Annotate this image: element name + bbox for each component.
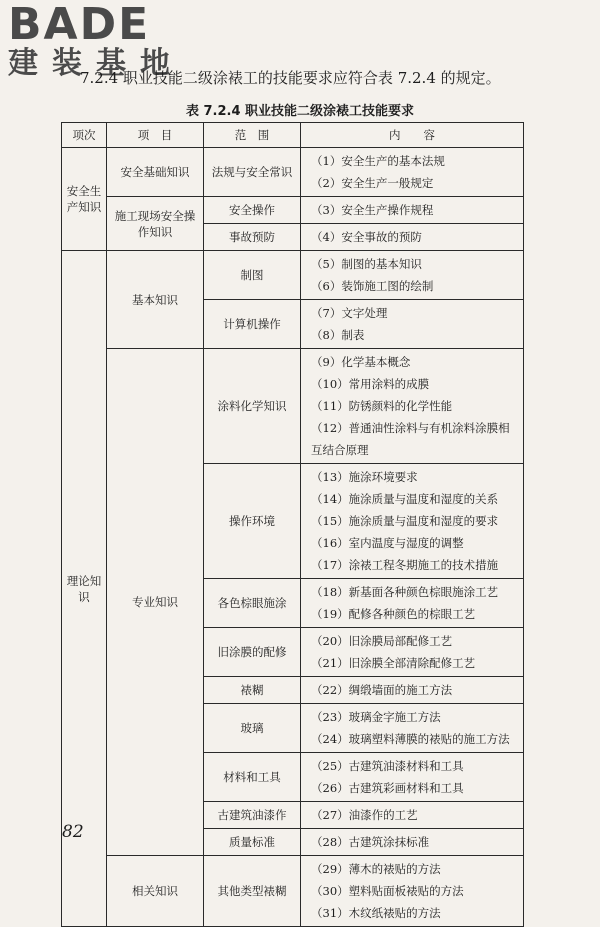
table-row [62, 856, 524, 927]
content-line: （24）玻璃塑料薄膜的裱贴的施工方法 [311, 732, 510, 746]
content-line: （27）油漆作的工艺 [311, 808, 418, 822]
scope-cell: 制图 [204, 251, 301, 300]
scope-cell: 质量标准 [204, 829, 301, 856]
content-line: （19）配修各种颜色的棕眼工艺 [311, 607, 476, 621]
content-cell [301, 753, 524, 802]
watermark-title: BADE [8, 0, 151, 50]
content-line: （9）化学基本概念 [311, 355, 411, 369]
content-line: （3）安全生产操作规程 [311, 203, 434, 217]
table-row [62, 349, 524, 464]
content-line: （7）文字处理 [311, 306, 388, 320]
content-line: （13）施涂环境要求 [311, 470, 418, 484]
content-line: （2）安全生产一般规定 [311, 176, 434, 190]
table-caption: 表 7.2.4 职业技能二级涂裱工技能要求 [185, 104, 415, 119]
content-cell [301, 802, 524, 829]
content-line: （25）古建筑油漆材料和工具 [311, 759, 464, 773]
scope-cell: 涂料化学知识 [204, 349, 301, 464]
content-cell [301, 579, 524, 628]
content-line: （30）塑料贴面板裱贴的方法 [311, 884, 464, 898]
content-line: （17）涂裱工程冬期施工的技术措施 [311, 558, 499, 572]
content-line: （6）装饰施工图的绘制 [311, 279, 434, 293]
item-cell: 相关知识 [107, 856, 204, 927]
content-line: （8）制表 [311, 328, 365, 342]
scope-cell: 事故预防 [204, 224, 301, 251]
scope-cell: 法规与安全常识 [204, 148, 301, 197]
table-row [62, 148, 524, 197]
item-cell: 施工现场安全操作知识 [107, 197, 204, 251]
scope-cell: 玻璃 [204, 704, 301, 753]
content-cell [301, 197, 524, 224]
content-cell [301, 628, 524, 677]
content-cell [301, 464, 524, 579]
area-cell-theory: 理论知识 [62, 251, 107, 927]
header-area: 项次 [62, 123, 107, 148]
content-line: （22）绸缎墙面的施工方法 [311, 683, 453, 697]
content-cell [301, 704, 524, 753]
header-row [62, 123, 524, 148]
content-line: （28）古建筑涂抹标准 [311, 835, 430, 849]
header-item: 项 目 [107, 123, 204, 148]
item-cell: 基本知识 [107, 251, 204, 349]
scope-cell: 其他类型裱糊 [204, 856, 301, 927]
content-cell [301, 829, 524, 856]
scope-cell: 古建筑油漆作 [204, 802, 301, 829]
content-line: （26）古建筑彩画材料和工具 [311, 781, 464, 795]
content-line: （23）玻璃金字施工方法 [311, 710, 441, 724]
page-number: 82 [62, 822, 84, 842]
scope-cell: 各色棕眼施涂 [204, 579, 301, 628]
watermark-subtitle: 建装基地 [8, 46, 184, 81]
content-line: （4）安全事故的预防 [311, 230, 422, 244]
content-line: （31）木纹纸裱贴的方法 [311, 906, 441, 920]
table-row [62, 251, 524, 300]
scope-cell: 裱糊 [204, 677, 301, 704]
scope-cell: 旧涂膜的配修 [204, 628, 301, 677]
scope-cell: 安全操作 [204, 197, 301, 224]
content-cell [301, 148, 524, 197]
content-line: （10）常用涂料的成膜 [311, 377, 430, 391]
content-cell [301, 856, 524, 927]
content-line: （20）旧涂膜局部配修工艺 [311, 634, 453, 648]
scope-cell: 计算机操作 [204, 300, 301, 349]
header-scope: 范 围 [204, 123, 301, 148]
content-cell [301, 349, 524, 464]
item-cell: 安全基础知识 [107, 148, 204, 197]
header-content: 内 容 [301, 123, 524, 148]
area-cell-safety: 安全生产知识 [62, 148, 107, 251]
intro-text: 7.2.4 职业技能二级涂裱工的技能要求应符合表 7.2.4 的规定。 [80, 69, 501, 87]
content-cell [301, 224, 524, 251]
content-line: （16）室内温度与湿度的调整 [311, 536, 464, 550]
content-line: （5）制图的基本知识 [311, 257, 422, 271]
content-line: （21）旧涂膜全部清除配修工艺 [311, 656, 476, 670]
content-line: （11）防锈颜料的化学性能 [311, 399, 453, 413]
content-line: （18）新基面各种颜色棕眼施涂工艺 [311, 585, 499, 599]
content-line: （1）安全生产的基本法规 [311, 154, 445, 168]
content-line: （12）普通油性涂料与有机涂料涂膜相互结合原理 [311, 421, 510, 457]
content-cell [301, 251, 524, 300]
scope-cell: 操作环境 [204, 464, 301, 579]
scope-cell: 材料和工具 [204, 753, 301, 802]
content-line: （29）薄木的裱贴的方法 [311, 862, 441, 876]
item-cell: 专业知识 [107, 349, 204, 856]
content-line: （15）施涂质量与温度和湿度的要求 [311, 514, 499, 528]
table-row [62, 197, 524, 224]
content-cell [301, 677, 524, 704]
content-cell [301, 300, 524, 349]
requirements-table [61, 122, 524, 927]
content-line: （14）施涂质量与温度和湿度的关系 [311, 492, 499, 506]
